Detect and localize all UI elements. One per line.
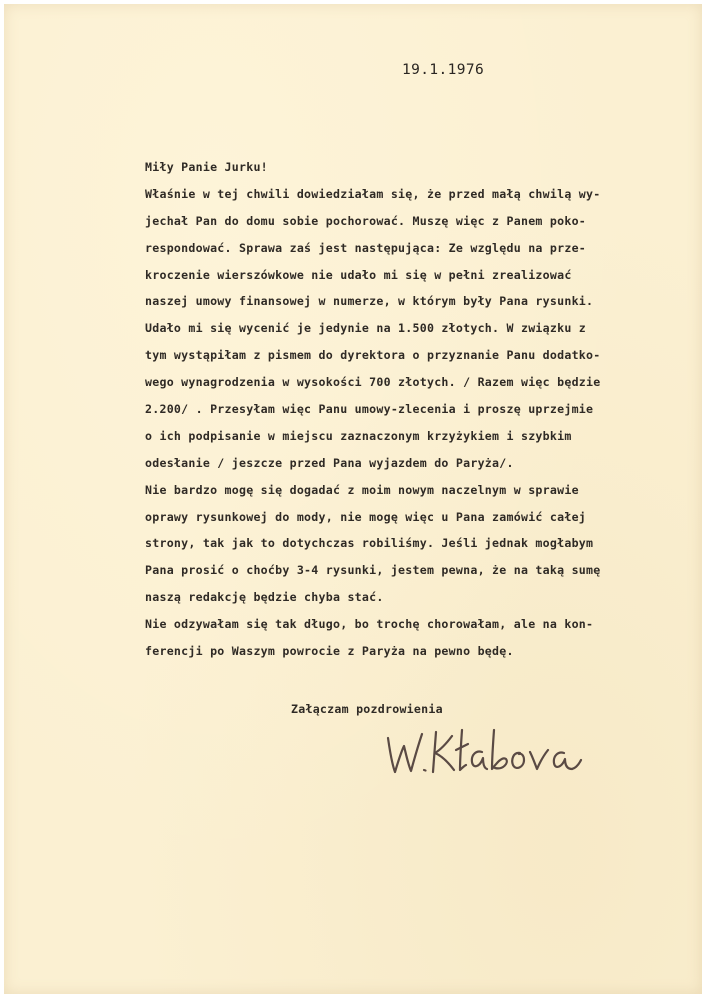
body-line: Udało mi się wycenić je jedynie na 1.500 złotych. W związku z (145, 321, 587, 336)
salutation-line: Miły Panie Jurku! (145, 160, 268, 174)
closing-line: Załączam pozdrowienia (291, 702, 443, 716)
body-line: naszej umowy finansowej w numerze, w którym były Pana rysunki. (145, 294, 594, 309)
body-line: Właśnie w tej chwili dowiedziałam się, że przed małą chwilą wy- (145, 186, 601, 201)
handwritten-signature (382, 722, 592, 782)
body-line: strony, tak jak to dotychczas robiliśmy. Jeśli jednak mogłabym (145, 536, 594, 551)
body-line: Pana prosić o choćby 3-4 rysunki, jestem pewna, że na taką sumę (145, 563, 601, 578)
body-line: naszą redakcję będzie chyba stać. (145, 590, 384, 605)
body-line: Nie odzywałam się tak długo, bo trochę chorowałam, ale na kon- (145, 617, 594, 632)
body-line: respondować. Sprawa zaś jest następująca: Ze względu na prze- (145, 240, 587, 255)
body-line: 2.200/ . Przesyłam więc Panu umowy-zlecenia i proszę uprzejmie (145, 402, 594, 417)
body-line: kroczenie wierszówkowe nie udało mi się w pełni zrealizować (145, 267, 572, 282)
body-line: jechał Pan do domu sobie pochorować. Muszę więc z Panem poko- (145, 213, 587, 228)
body-line: tym wystąpiłam z pismem do dyrektora o przyznanie Panu dodatko- (145, 348, 601, 363)
body-line: oprawy rysunkowej do mody, nie mogę więc u Pana zamówić całej (145, 509, 587, 524)
body-line: o ich podpisanie w miejscu zaznaczonym krzyżykiem i szybkim (145, 428, 572, 443)
letter-body (145, 154, 705, 665)
body-line: ferencji po Waszym powrocie z Paryża na pewno będę. (145, 644, 514, 659)
body-line: odesłanie / jeszcze przed Pana wyjazdem do Paryża/. (145, 455, 514, 470)
body-line: wego wynagrodzenia w wysokości 700 złotych. / Razem więc będzie (145, 375, 601, 390)
letter-page (4, 4, 702, 994)
letter-date: 19.1.1976 (402, 62, 485, 78)
body-line: Nie bardzo mogę się dogadać z moim nowym naczelnym w sprawie (145, 482, 579, 497)
